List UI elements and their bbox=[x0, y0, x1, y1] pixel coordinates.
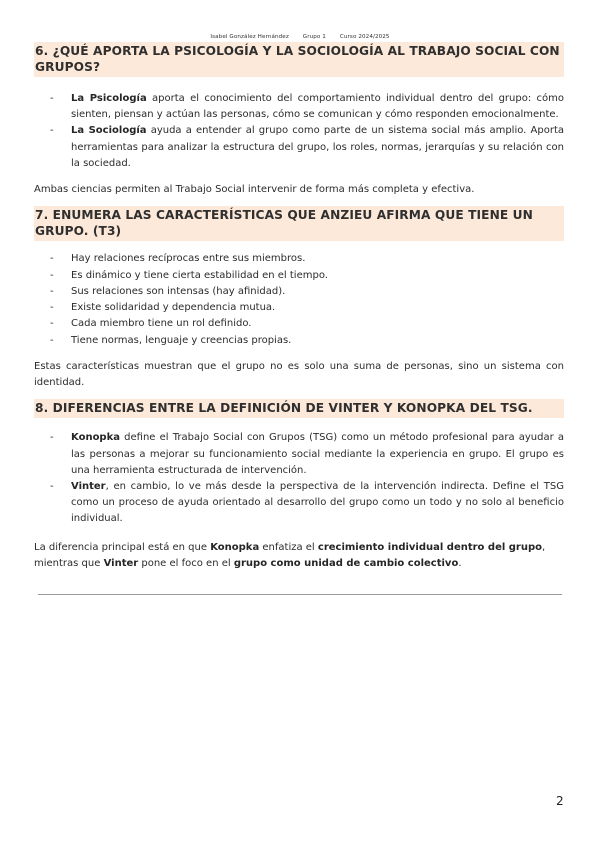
section-8-list bbox=[34, 430, 564, 527]
page-number: 2 bbox=[556, 794, 564, 808]
list-item: - Tiene normas, lenguaje y creencias propias. bbox=[34, 333, 564, 349]
page-content bbox=[34, 42, 564, 572]
section-7-conclusion: Estas características muestran que el grupo no es solo una suma de personas, sino un sistema con identidad. bbox=[34, 361, 564, 389]
list-item bbox=[34, 91, 564, 123]
conclusion-text: pone el foco en el bbox=[138, 557, 234, 569]
list-item: - Cada miembro tiene un rol definido. bbox=[34, 316, 564, 332]
conclusion-text: La diferencia principal está en que bbox=[34, 541, 211, 553]
page-header bbox=[0, 34, 600, 40]
section-6-list bbox=[34, 91, 564, 172]
conclusion-text: enfatiza el bbox=[259, 541, 318, 553]
section-6-conclusion: Ambas ciencias permiten al Trabajo Social intervenir de forma más completa y efectiva. bbox=[34, 184, 475, 196]
conclusion-bold: Vinter bbox=[103, 557, 139, 569]
conclusion-bold: crecimiento individual dentro del grupo bbox=[317, 541, 542, 553]
item-text: aporta el conocimiento del comportamiento individual dentro del grupo: cómo sienten, piensan y actúan las personas, cómo se comunican y cómo responden emocionalmente. bbox=[71, 93, 564, 121]
header-author: Isabel González Hernández bbox=[210, 34, 289, 40]
header-group: Grupo 1 bbox=[302, 34, 326, 40]
horizontal-divider bbox=[38, 594, 562, 595]
item-text: ayuda a entender al grupo como parte de un sistema social más amplio. Aporta herramientas para analizar la estructura del grupo, los roles, normas, jerarquías y su relación con la sociedad. bbox=[71, 125, 565, 169]
section-8-heading: 8. DIFERENCIAS ENTRE LA DEFINICIÓN DE VINTER Y KONOPKA DEL TSG. bbox=[34, 399, 564, 418]
item-text: define el Trabajo Social con Grupos (TSG) como un método profesional para ayudar a las personas a mejorar su funcionamiento social mediante la experiencia en grupo. El grupo es una herramienta estructurada de intervención. bbox=[71, 432, 564, 476]
list-item bbox=[34, 430, 564, 479]
conclusion-bold: grupo como unidad de cambio colectivo bbox=[233, 557, 459, 569]
header-course: Curso 2024/2025 bbox=[339, 34, 390, 40]
list-item bbox=[34, 123, 564, 172]
list-item: - Hay relaciones recíprocas entre sus miembros. bbox=[34, 251, 564, 267]
section-7-list bbox=[34, 251, 564, 349]
section-6-heading: 6. ¿QUÉ APORTA LA PSICOLOGÍA Y LA SOCIOLOGÍA AL TRABAJO SOCIAL CON GRUPOS? bbox=[34, 42, 564, 77]
list-item bbox=[34, 479, 564, 528]
conclusion-text: , mientras que bbox=[34, 541, 546, 569]
item-term: Vinter bbox=[71, 481, 106, 493]
item-text: , en cambio, lo ve más desde la perspectiva de la intervención indirecta. Define el TSG como un proceso de ayuda orientado al desarrollo del grupo como un todo y no solo al beneficio individual. bbox=[71, 481, 564, 525]
item-term: Konopka bbox=[71, 432, 120, 444]
list-item: - Es dinámico y tiene cierta estabilidad en el tiempo. bbox=[34, 268, 564, 284]
item-term: La Sociología bbox=[71, 125, 147, 137]
list-item: - Existe solidaridad y dependencia mutua. bbox=[34, 300, 564, 316]
conclusion-bold: Konopka bbox=[210, 541, 260, 553]
list-item: - Sus relaciones son intensas (hay afinidad). bbox=[34, 284, 564, 300]
conclusion-text: . bbox=[458, 557, 462, 569]
section-7-heading: 7. ENUMERA LAS CARACTERÍSTICAS QUE ANZIEU AFIRMA QUE TIENE UN GRUPO. (T3) bbox=[34, 206, 564, 241]
section-8-conclusion bbox=[34, 540, 564, 572]
item-term: La Psicología bbox=[71, 93, 147, 104]
